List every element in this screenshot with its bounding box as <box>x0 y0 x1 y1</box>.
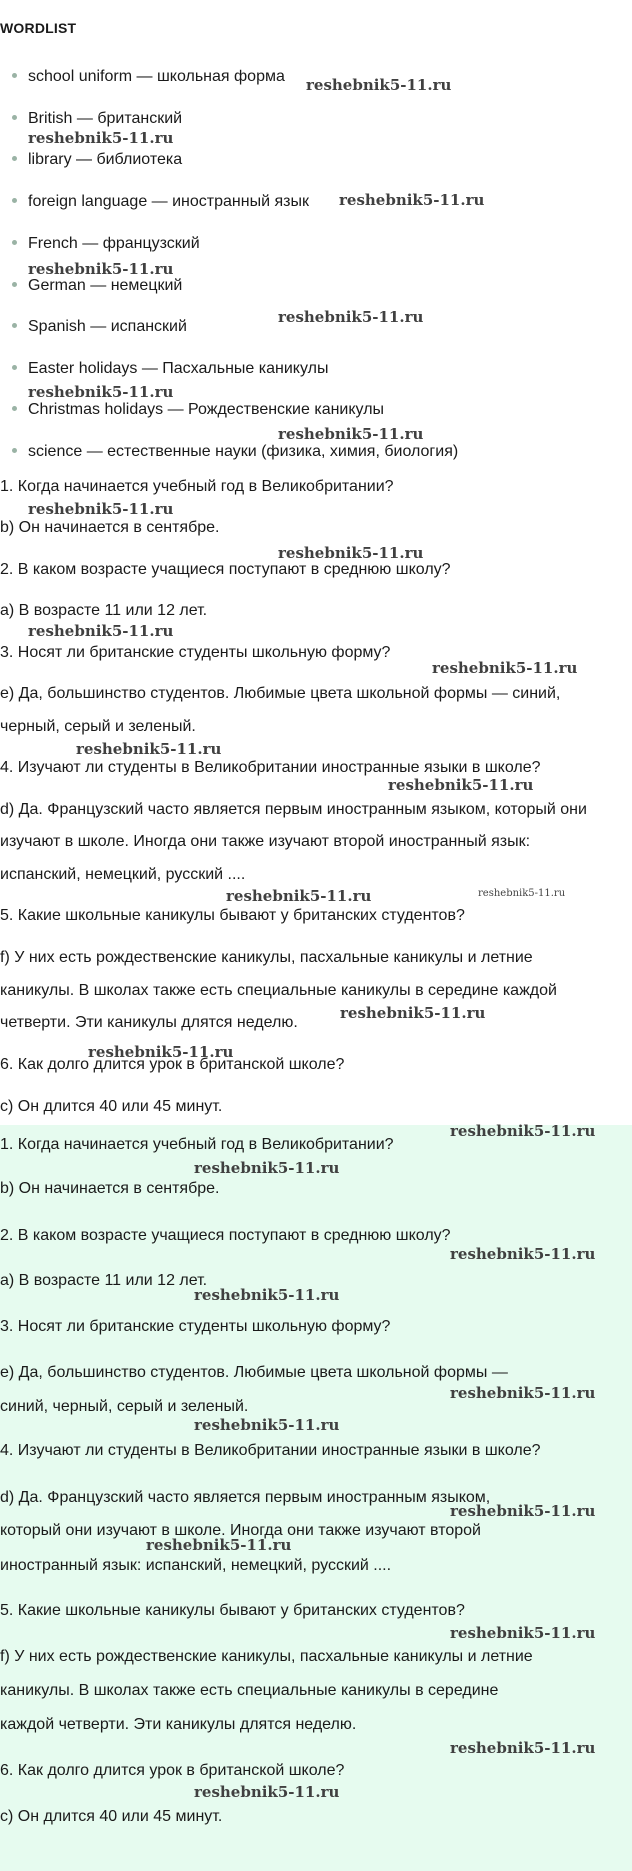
question-line: 3. Носят ли британские студенты школьную форму? <box>0 644 391 661</box>
watermark: reshebnik5-11.ru <box>28 622 174 640</box>
answer-line: каникулы. В школах также есть специальные каникулы в середине каждой <box>0 982 557 999</box>
answer-line: e) Да, большинство студентов. Любимые цвета школьной формы — синий, <box>0 685 561 702</box>
wordlist-item-text: school uniform — школьная форма <box>28 68 285 85</box>
watermark: reshebnik5-11.ru <box>194 1416 340 1434</box>
watermark: reshebnik5-11.ru <box>194 1159 340 1177</box>
bullet-icon <box>12 282 17 287</box>
watermark: reshebnik5-11.ru <box>28 129 174 147</box>
question-line: 6. Как долго длится урок в британской школе? <box>0 1056 345 1073</box>
answer-line: f) У них есть рождественские каникулы, пасхальные каникулы и летние <box>0 949 533 966</box>
question-line: 3. Носят ли британские студенты школьную форму? <box>0 1318 391 1335</box>
watermark: reshebnik5-11.ru <box>450 1245 596 1263</box>
answer-line: f) У них есть рождественские каникулы, пасхальные каникулы и летние <box>0 1648 533 1665</box>
watermark: reshebnik5-11.ru <box>194 1286 340 1304</box>
watermark: reshebnik5-11.ru <box>146 1536 292 1554</box>
watermark: reshebnik5-11.ru <box>306 76 452 94</box>
bullet-icon <box>12 115 17 120</box>
wordlist-item-text: British — британский <box>28 110 183 127</box>
watermark: reshebnik5-11.ru <box>450 1502 596 1520</box>
wordlist-item-text: foreign language — иностранный язык <box>28 193 309 210</box>
answer-line: d) Да. Французский часто является первым иностранным языком, <box>0 1489 491 1506</box>
watermark: reshebnik5-11.ru <box>388 776 534 794</box>
question-line: 6. Как долго длится урок в британской школе? <box>0 1762 345 1779</box>
wordlist-item-text: Spanish — испанский <box>28 318 187 335</box>
watermark: reshebnik5-11.ru <box>450 1122 596 1140</box>
answer-line: d) Да. Французский часто является первым иностранным языком, который они <box>0 801 587 818</box>
question-line: 5. Какие школьные каникулы бывают у британских студентов? <box>0 907 465 924</box>
watermark: reshebnik5-11.ru <box>28 383 174 401</box>
wordlist-item-text: German — немецкий <box>28 277 183 294</box>
bullet-icon <box>12 448 17 453</box>
watermark: reshebnik5-11.ru <box>339 191 485 209</box>
watermark: reshebnik5-11.ru <box>194 1783 340 1801</box>
watermark: reshebnik5-11.ru <box>88 1043 234 1061</box>
answer-line: каникулы. В школах также есть специальные каникулы в середине <box>0 1682 499 1699</box>
answer-line: b) Он начинается в сентябре. <box>0 1180 220 1197</box>
answer-line: испанский, немецкий, русский .... <box>0 866 246 883</box>
wordlist-item <box>12 275 182 297</box>
wordlist-item <box>12 441 458 463</box>
watermark: reshebnik5-11.ru <box>432 659 578 677</box>
watermark: reshebnik5-11.ru <box>278 308 424 326</box>
wordlist-item <box>12 191 309 213</box>
bullet-icon <box>12 323 17 328</box>
watermark: reshebnik5-11.ru <box>28 260 174 278</box>
question-line: 4. Изучают ли студенты в Великобритании иностранные языки в школе? <box>0 1442 541 1459</box>
answer-line: синий, черный, серый и зеленый. <box>0 1398 249 1415</box>
watermark: reshebnik5-11.ru <box>450 1384 596 1402</box>
answer-line: черный, серый и зеленый. <box>0 718 196 735</box>
wordlist-item-text: French — французский <box>28 235 200 252</box>
question-line: 4. Изучают ли студенты в Великобритании иностранные языки в школе? <box>0 759 541 776</box>
wordlist-item-text: Christmas holidays — Рождественские каникулы <box>28 401 385 418</box>
watermark: reshebnik5-11.ru <box>28 500 174 518</box>
answer-line: изучают в школе. Иногда они также изучают второй иностранный язык: <box>0 833 531 850</box>
bullet-icon <box>12 365 17 370</box>
wordlist-item <box>12 358 328 380</box>
watermark: reshebnik5-11.ru <box>450 1624 596 1642</box>
bullet-icon <box>12 156 17 161</box>
wordlist-item-text: library — библиотека <box>28 151 183 168</box>
question-line: 1. Когда начинается учебный год в Великобритании? <box>0 1136 394 1153</box>
answer-line: a) В возрасте 11 или 12 лет. <box>0 602 208 619</box>
bullet-icon <box>12 240 17 245</box>
watermark: reshebnik5-11.ru <box>450 1739 596 1757</box>
watermark: reshebnik5-11.ru <box>478 888 566 899</box>
watermark: reshebnik5-11.ru <box>278 544 424 562</box>
watermark: reshebnik5-11.ru <box>226 887 372 905</box>
wordlist-item <box>12 316 187 338</box>
wordlist-item <box>12 108 182 130</box>
answer-line: c) Он длится 40 или 45 минут. <box>0 1098 223 1115</box>
wordlist-item <box>12 399 384 421</box>
bullet-icon <box>12 198 17 203</box>
answer-line: b) Он начинается в сентябре. <box>0 519 220 536</box>
answer-line: который они изучают в школе. Иногда они также изучают второй <box>0 1522 481 1539</box>
watermark: reshebnik5-11.ru <box>340 1004 486 1022</box>
wordlist-heading: WORDLIST <box>0 20 77 36</box>
question-line: 2. В каком возрасте учащиеся поступают в среднюю школу? <box>0 1227 451 1244</box>
answer-line: иностранный язык: испанский, немецкий, русский .... <box>0 1557 392 1574</box>
wordlist-item <box>12 66 285 88</box>
answer-line: a) В возрасте 11 или 12 лет. <box>0 1272 208 1289</box>
bullet-icon <box>12 73 17 78</box>
wordlist-item <box>12 233 200 255</box>
answer-line: e) Да, большинство студентов. Любимые цвета школьной формы — <box>0 1364 508 1381</box>
watermark: reshebnik5-11.ru <box>76 740 222 758</box>
answer-line: каждой четверти. Эти каникулы длятся неделю. <box>0 1716 357 1733</box>
wordlist-item <box>12 149 182 171</box>
wordlist-item-text: Easter holidays — Пасхальные каникулы <box>28 360 329 377</box>
bullet-icon <box>12 406 17 411</box>
question-line: 5. Какие школьные каникулы бывают у британских студентов? <box>0 1602 465 1619</box>
answer-line: четверти. Эти каникулы длятся неделю. <box>0 1014 298 1031</box>
wordlist-item-text: science — естественные науки (физика, химия, биология) <box>28 443 459 460</box>
question-line: 1. Когда начинается учебный год в Великобритании? <box>0 478 394 495</box>
answer-line: c) Он длится 40 или 45 минут. <box>0 1808 223 1825</box>
question-line: 2. В каком возрасте учащиеся поступают в среднюю школу? <box>0 561 451 578</box>
watermark: reshebnik5-11.ru <box>278 425 424 443</box>
